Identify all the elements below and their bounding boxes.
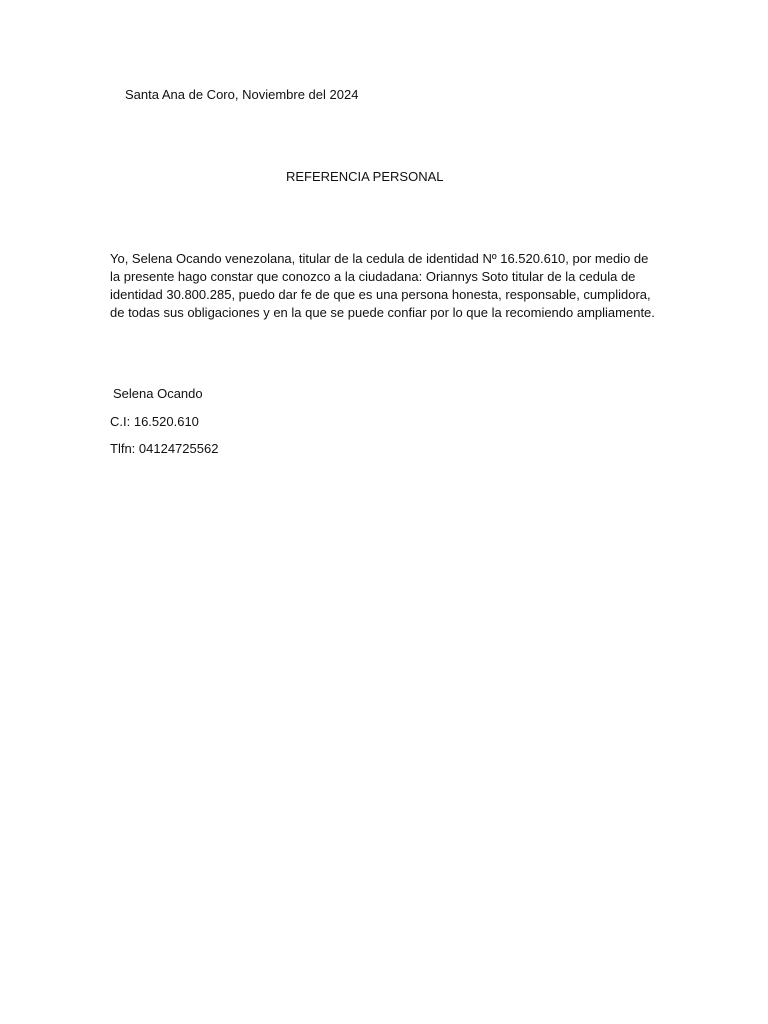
reference-body: Yo, Selena Ocando venezolana, titular de la cedula de identidad Nº 16.520.610, por medio de la presente hago constar que conozco a la ciudadana: Oriannys Soto titular de la cedula de identidad 30.800.285, puedo dar fe de que es una persona honesta, responsable, cumplidora, de todas sus obligaciones y en la que se puede confiar por lo que la recomiendo ampliamente. (110, 251, 655, 320)
document-title: REFERENCIA PERSONAL (286, 169, 444, 184)
place-date: Santa Ana de Coro, Noviembre del 2024 (125, 87, 359, 102)
signer-name: Selena Ocando (113, 386, 203, 401)
signer-id-number: C.I: 16.520.610 (110, 414, 199, 429)
signer-phone: Tlfn: 04124725562 (110, 441, 219, 456)
